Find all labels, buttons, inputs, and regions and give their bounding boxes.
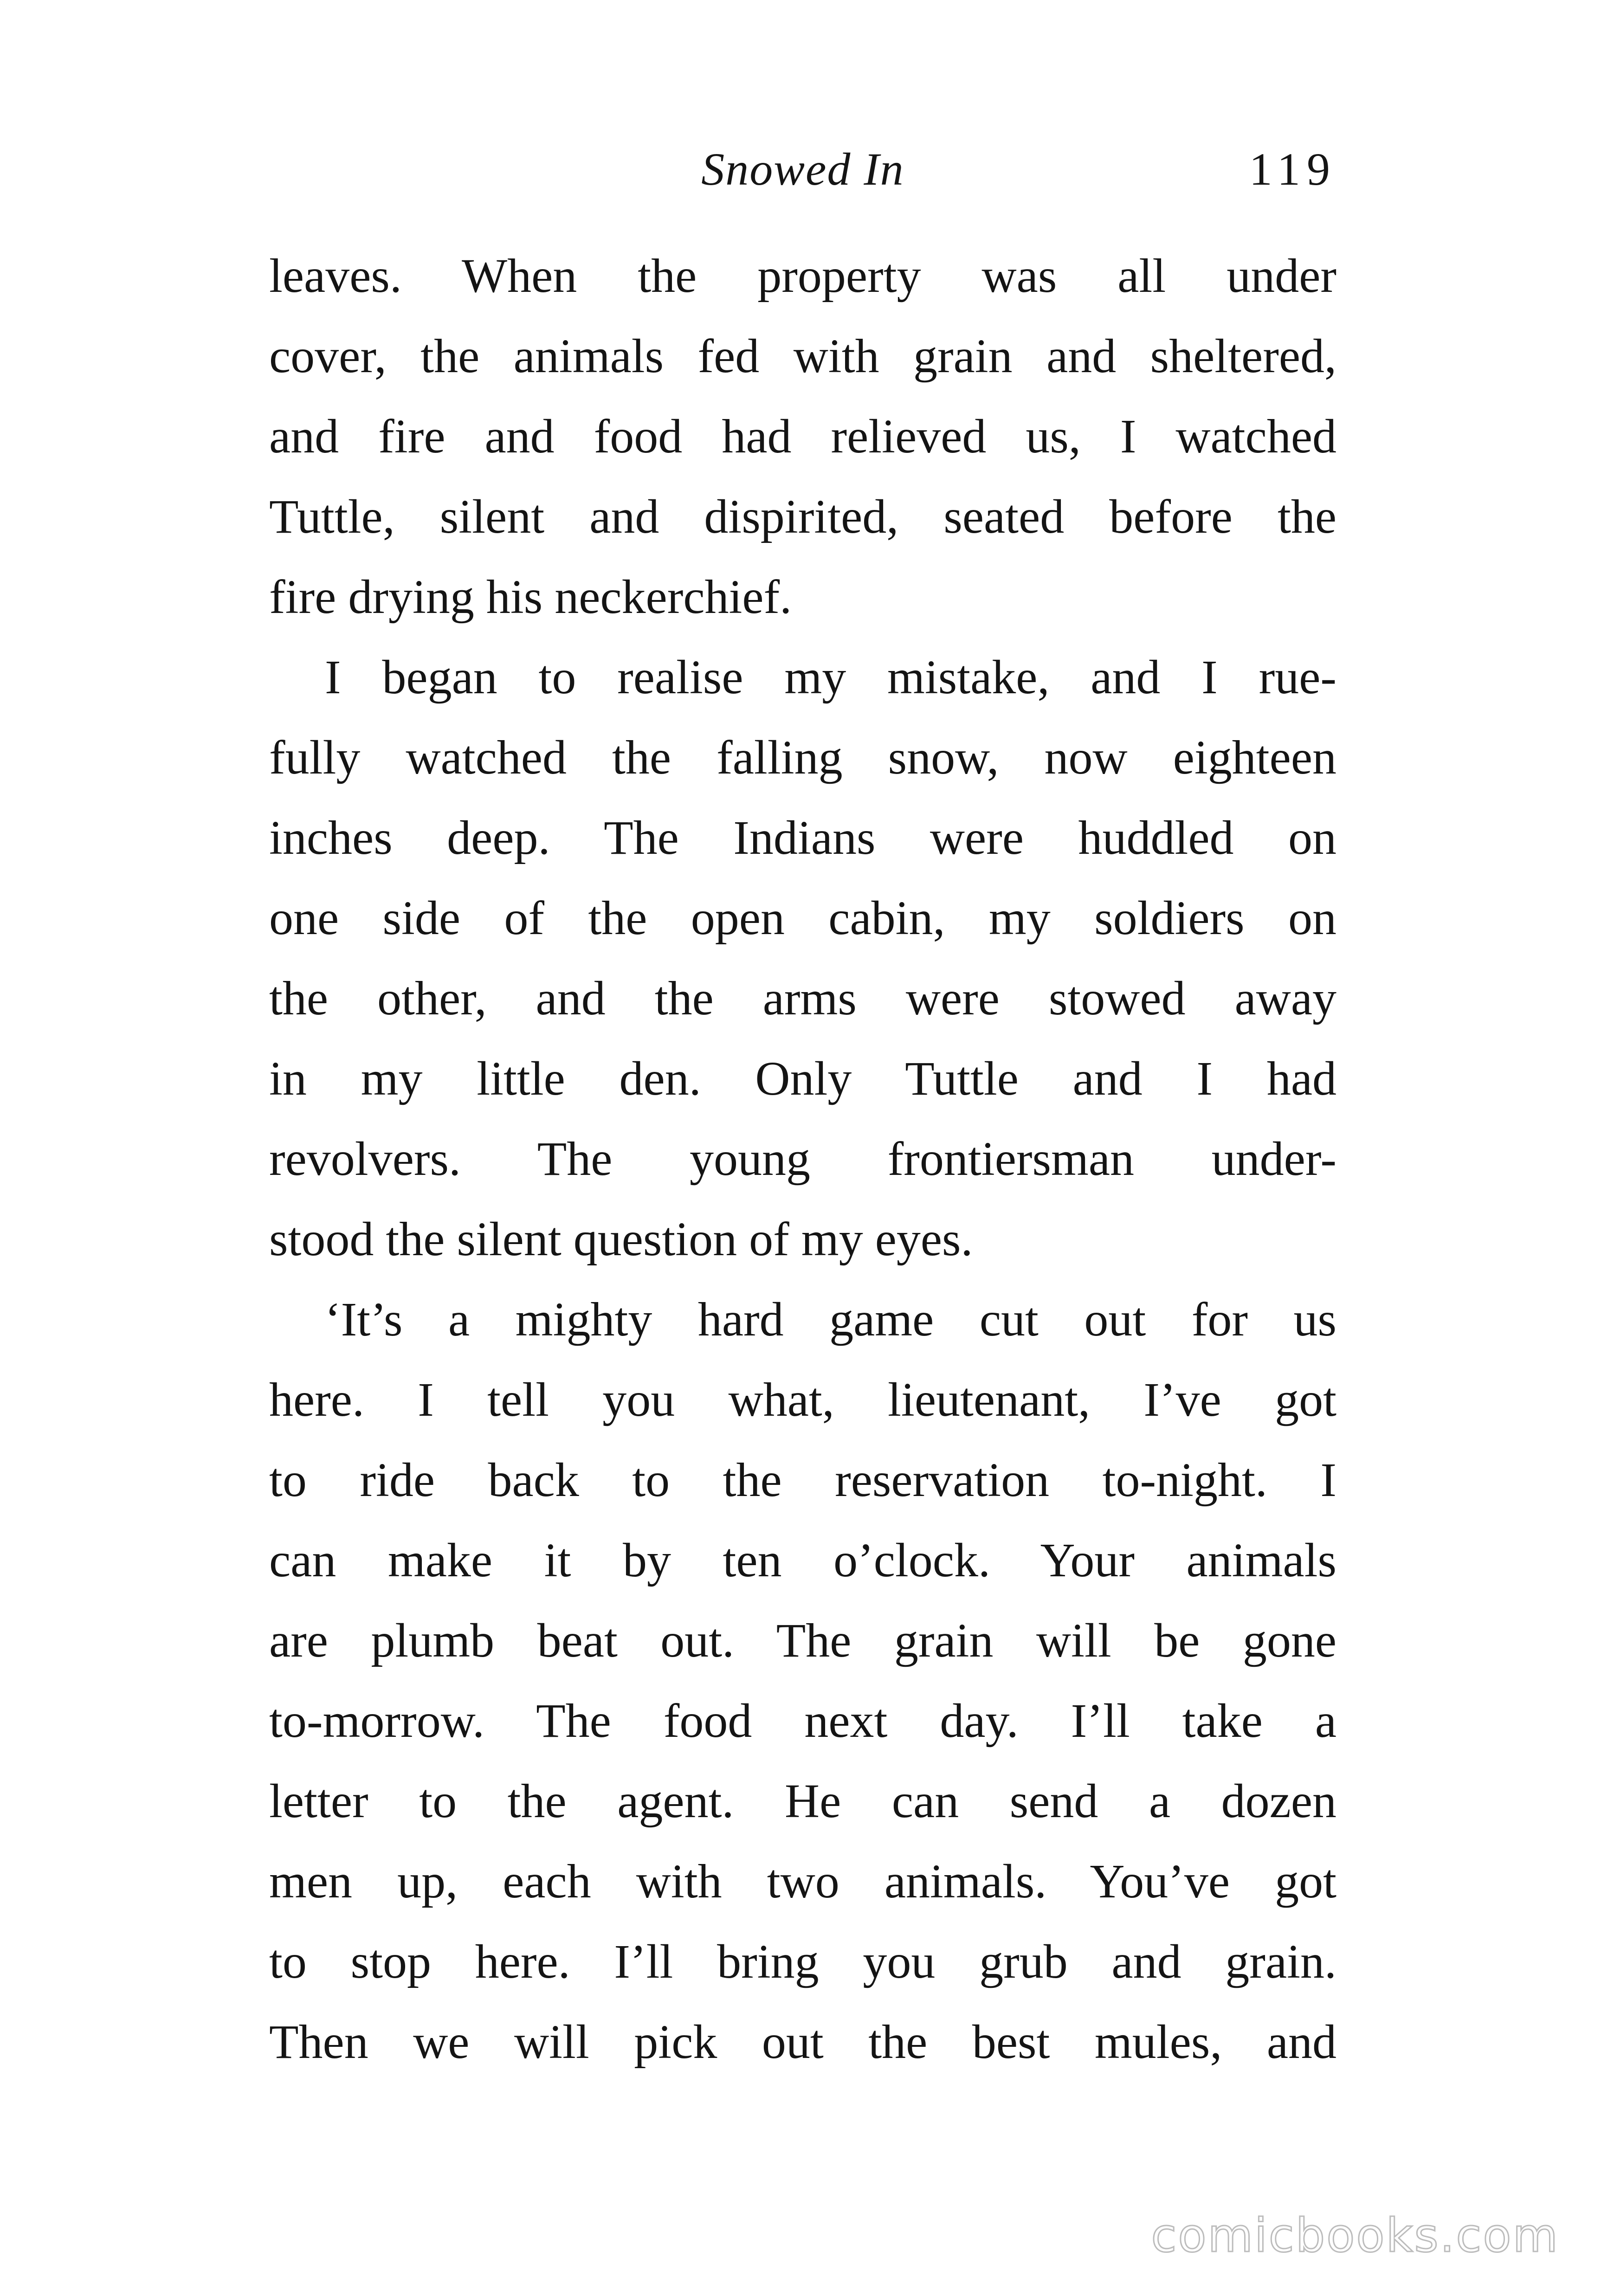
text-line: revolvers. The young frontiersman under- — [269, 1132, 1336, 1186]
text-line: inches deep. The Indians were huddled on — [269, 811, 1336, 864]
page-number: 119 — [1249, 143, 1336, 195]
text-line: fully watched the falling snow, now eighteen — [269, 731, 1336, 784]
text-line: letter to the agent. He can send a dozen — [269, 1774, 1336, 1828]
paragraph-2 — [269, 637, 1336, 1279]
text-line: to stop here. I’ll bring you grub and grain. — [269, 1935, 1336, 1988]
running-title: Snowed In — [701, 143, 904, 195]
text-line: cover, the animals fed with grain and sheltered, — [269, 329, 1336, 383]
watermark: comicbooks.com — [1151, 2208, 1559, 2263]
text-line: the other, and the arms were stowed away — [269, 972, 1336, 1025]
text-line: can make it by ten o’clock. Your animals — [269, 1534, 1336, 1587]
text-line: men up, each with two animals. You’ve got — [269, 1855, 1336, 1908]
text-line: leaves. When the property was all under — [269, 249, 1336, 303]
text-line: I began to realise my mistake, and I rue- — [325, 651, 1336, 704]
paragraph-1 — [269, 236, 1336, 637]
text-line: in my little den. Only Tuttle and I had — [269, 1052, 1336, 1105]
text-line: to ride back to the reservation to-night. I — [269, 1453, 1336, 1507]
text-line: Tuttle, silent and dispirited, seated before the — [269, 490, 1336, 543]
text-line: to-morrow. The food next day. I’ll take a — [269, 1694, 1336, 1748]
body-text — [269, 236, 1336, 2082]
running-head — [269, 135, 1336, 204]
text-line: and fire and food had relieved us, I watched — [269, 410, 1336, 463]
text-line: stood the silent question of my eyes. — [269, 1212, 973, 1266]
text-line: here. I tell you what, lieutenant, I’ve got — [269, 1373, 1336, 1426]
text-line: fire drying his neckerchief. — [269, 570, 792, 624]
text-line: one side of the open cabin, my soldiers on — [269, 891, 1336, 945]
text-line: are plumb beat out. The grain will be gone — [269, 1614, 1336, 1667]
paragraph-3 — [269, 1279, 1336, 2082]
text-line: Then we will pick out the best mules, and — [269, 2015, 1336, 2069]
text-line: ‘It’s a mighty hard game cut out for us — [325, 1293, 1336, 1346]
